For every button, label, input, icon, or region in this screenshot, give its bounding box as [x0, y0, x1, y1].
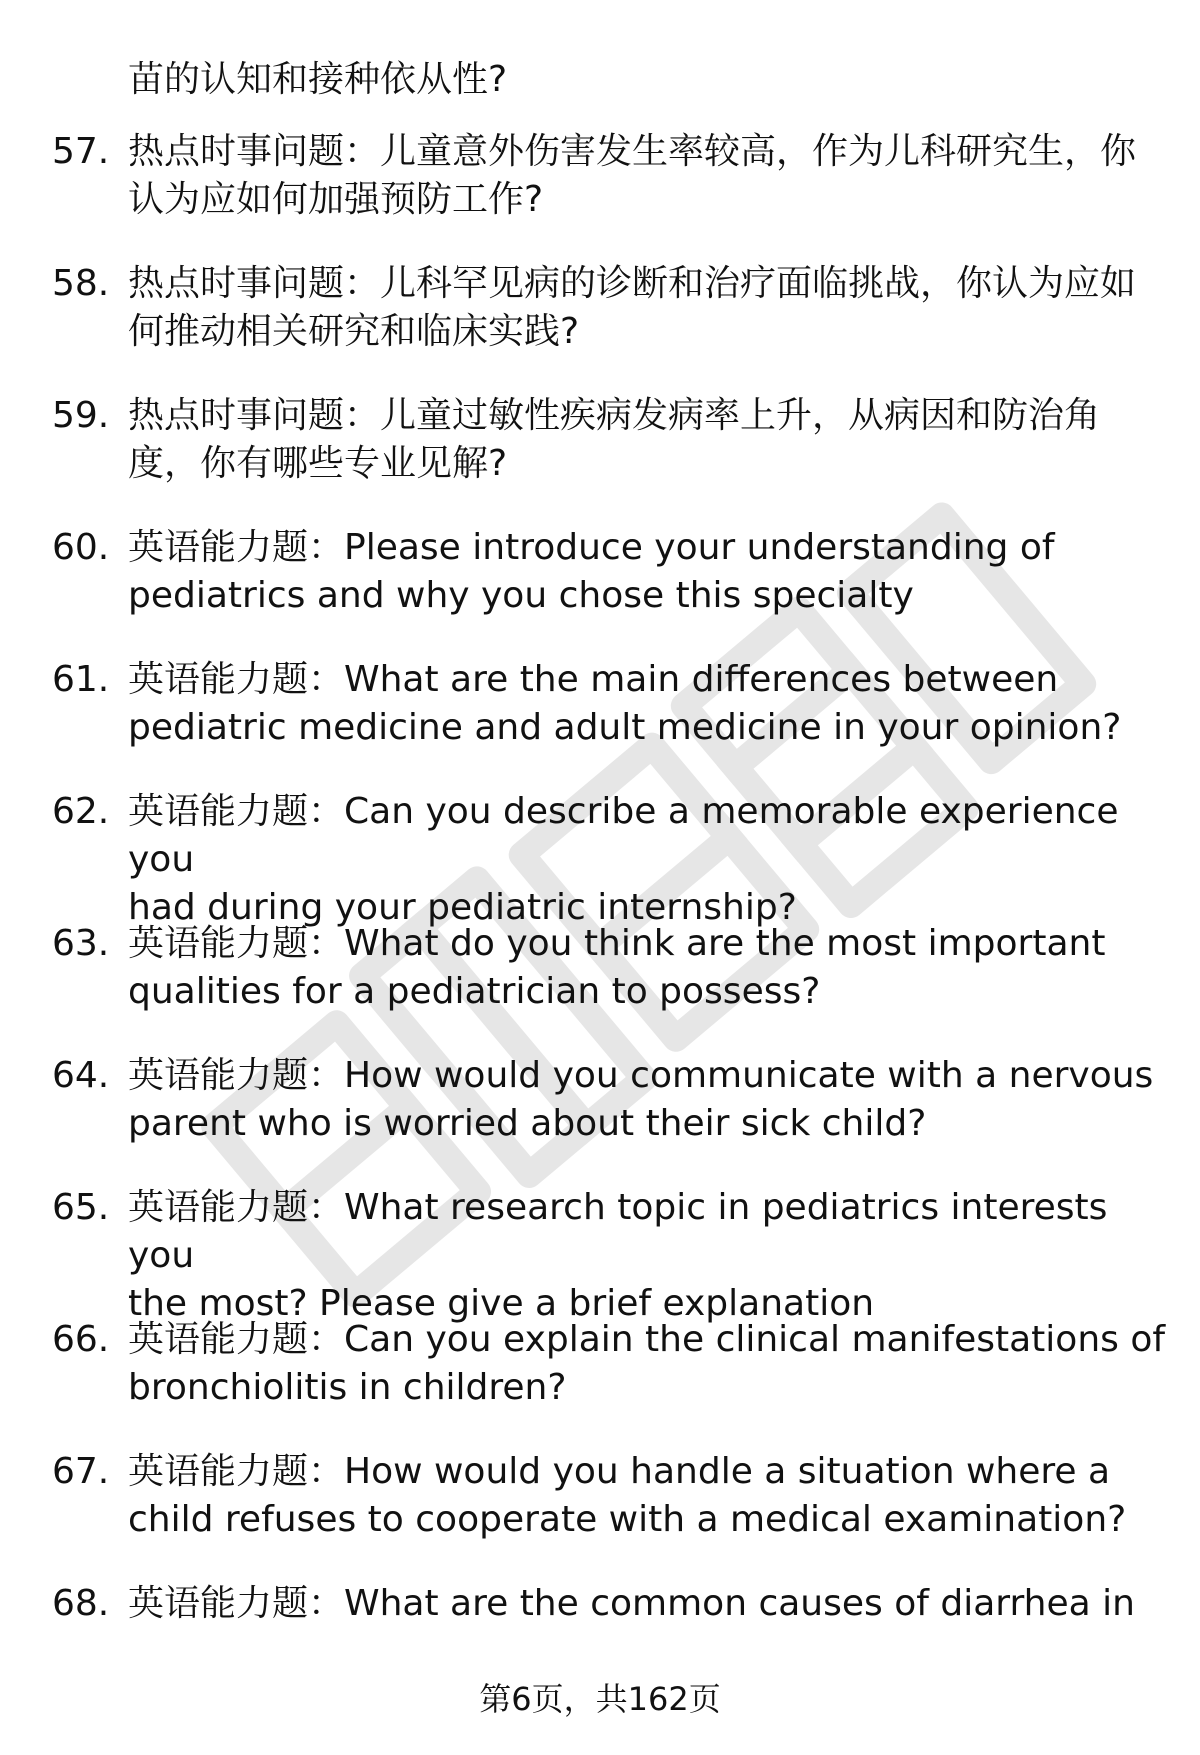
item-number: 63. — [52, 923, 110, 964]
item-text: 英语能力题：What do you think are the most important qualities for a pediatrician to possess? — [128, 923, 1106, 1012]
item-text: 热点时事问题：儿童过敏性疾病发病率上升，从病因和防治角 度，你有哪些专业见解? — [128, 395, 1101, 484]
item-number: 57. — [52, 131, 110, 172]
item-text: 英语能力题：How would you communicate with a nervous parent who is worried about their sick child? — [128, 1055, 1154, 1144]
item-text: 英语能力题：Please introduce your understanding of pediatrics and why you chose this specialty — [128, 527, 1055, 616]
item-text: 英语能力题：Can you describe a memorable experience you had during your pediatric internship? — [128, 791, 1119, 928]
page-footer: 第6页，共162页 — [479, 1680, 721, 1718]
item-text: 英语能力题：Can you explain the clinical manifestations of bronchiolitis in children? — [128, 1319, 1166, 1408]
item-text: 英语能力题：What research topic in pediatrics interests you the most? Please give a brief explanation — [128, 1187, 1108, 1324]
item-text: 热点时事问题：儿童意外伤害发生率较高，作为儿科研究生，你 认为应如何加强预防工作? — [128, 131, 1137, 220]
item-number: 66. — [52, 1319, 110, 1360]
item-number: 68. — [52, 1583, 110, 1624]
item-number: 60. — [52, 527, 110, 568]
item-number: 62. — [52, 791, 110, 832]
item-text: 英语能力题：What are the main differences between pediatric medicine and adult medicine in your opinion? — [128, 659, 1122, 748]
continued-text: 苗的认知和接种依从性? — [128, 59, 508, 100]
item-number: 67. — [52, 1451, 110, 1492]
item-text: 英语能力题：What are the common causes of diarrhea in — [128, 1583, 1135, 1624]
item-number: 58. — [52, 263, 110, 304]
item-text: 热点时事问题：儿科罕见病的诊断和治疗面临挑战，你认为应如 何推动相关研究和临床实践? — [128, 263, 1137, 352]
item-number: 59. — [52, 395, 110, 436]
item-text: 英语能力题：How would you handle a situation where a child refuses to cooperate with a medical examination? — [128, 1451, 1127, 1540]
item-number: 61. — [52, 659, 110, 700]
item-number: 64. — [52, 1055, 110, 1096]
item-number: 65. — [52, 1187, 110, 1228]
